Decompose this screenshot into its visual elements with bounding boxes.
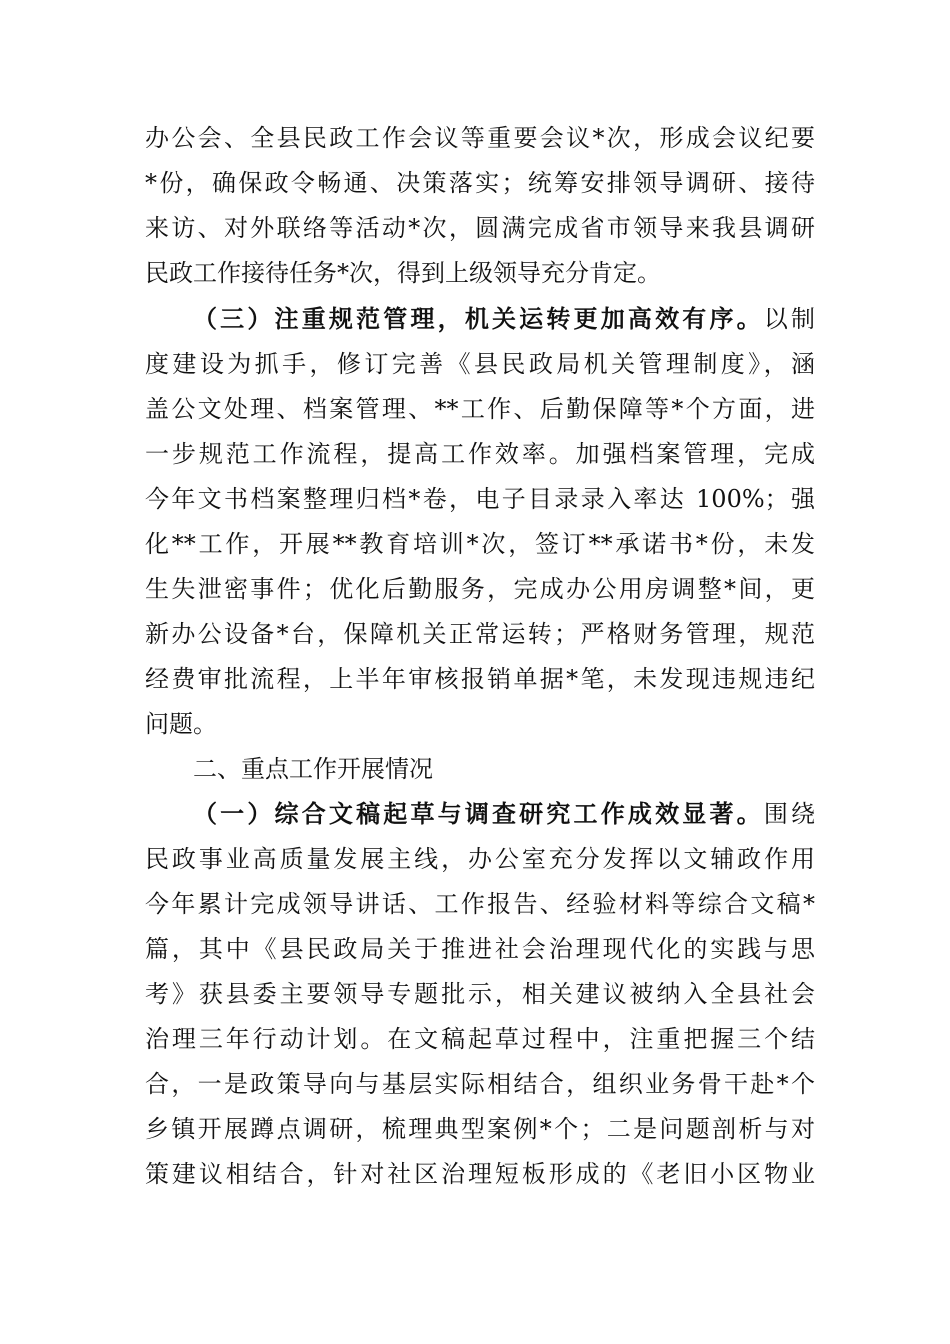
paragraph-line: 新办公设备*台，保障机关正常运转；严格财务管理，规范 — [145, 620, 815, 648]
paragraph-line: 今年累计完成领导讲话、工作报告、经验材料等综合文稿* — [145, 890, 815, 918]
paragraph-line: 今年文书档案整理归档*卷，电子目录录入率达 100%；强 — [145, 485, 815, 513]
section-subheading-line — [193, 799, 815, 829]
paragraph-text: 以制 — [763, 305, 815, 333]
subheading-title: （三）注重规范管理，机关运转更加高效有序。 — [193, 304, 764, 333]
section-heading: 二、重点工作开展情况 — [193, 755, 433, 783]
paragraph-line: 考》获县委主要领导专题批示，相关建议被纳入全县社会 — [145, 980, 815, 1008]
paragraph-line: *份，确保政令畅通、决策落实；统筹安排领导调研、接待 — [145, 169, 815, 197]
paragraph-line: 一步规范工作流程，提高工作效率。加强档案管理，完成 — [145, 440, 815, 468]
paragraph-line: 生失泄密事件；优化后勤服务，完成办公用房调整*间，更 — [145, 575, 815, 603]
paragraph-line: 民政事业高质量发展主线，办公室充分发挥以文辅政作用 — [145, 845, 815, 873]
paragraph-line: 策建议相结合，针对社区治理短板形成的《老旧小区物业 — [145, 1160, 815, 1188]
paragraph-text: 围绕 — [763, 800, 815, 828]
paragraph-line: 乡镇开展蹲点调研，梳理典型案例*个；二是问题剖析与对 — [145, 1115, 815, 1143]
section-subheading-line — [193, 304, 815, 334]
paragraph-line: 来访、对外联络等活动*次，圆满完成省市领导来我县调研 — [145, 214, 815, 242]
paragraph-line: 治理三年行动计划。在文稿起草过程中，注重把握三个结 — [145, 1025, 815, 1053]
paragraph-line: 度建设为抓手，修订完善《县民政局机关管理制度》，涵 — [145, 350, 815, 378]
subheading-title: （一）综合文稿起草与调查研究工作成效显著。 — [193, 799, 764, 828]
paragraph-line: 合，一是政策导向与基层实际相结合，组织业务骨干赴*个 — [145, 1070, 815, 1098]
paragraph-line: 办公会、全县民政工作会议等重要会议*次，形成会议纪要 — [145, 124, 815, 152]
paragraph-line: 问题。 — [145, 710, 217, 738]
paragraph-line: 盖公文处理、档案管理、**工作、后勤保障等*个方面，进 — [145, 395, 815, 423]
paragraph-line: 民政工作接待任务*次，得到上级领导充分肯定。 — [145, 259, 661, 287]
paragraph-line: 篇，其中《县民政局关于推进社会治理现代化的实践与思 — [145, 935, 815, 963]
paragraph-line: 经费审批流程，上半年审核报销单据*笔，未发现违规违纪 — [145, 665, 815, 693]
paragraph-line: 化**工作，开展**教育培训*次，签订**承诺书*份，未发 — [145, 530, 815, 558]
